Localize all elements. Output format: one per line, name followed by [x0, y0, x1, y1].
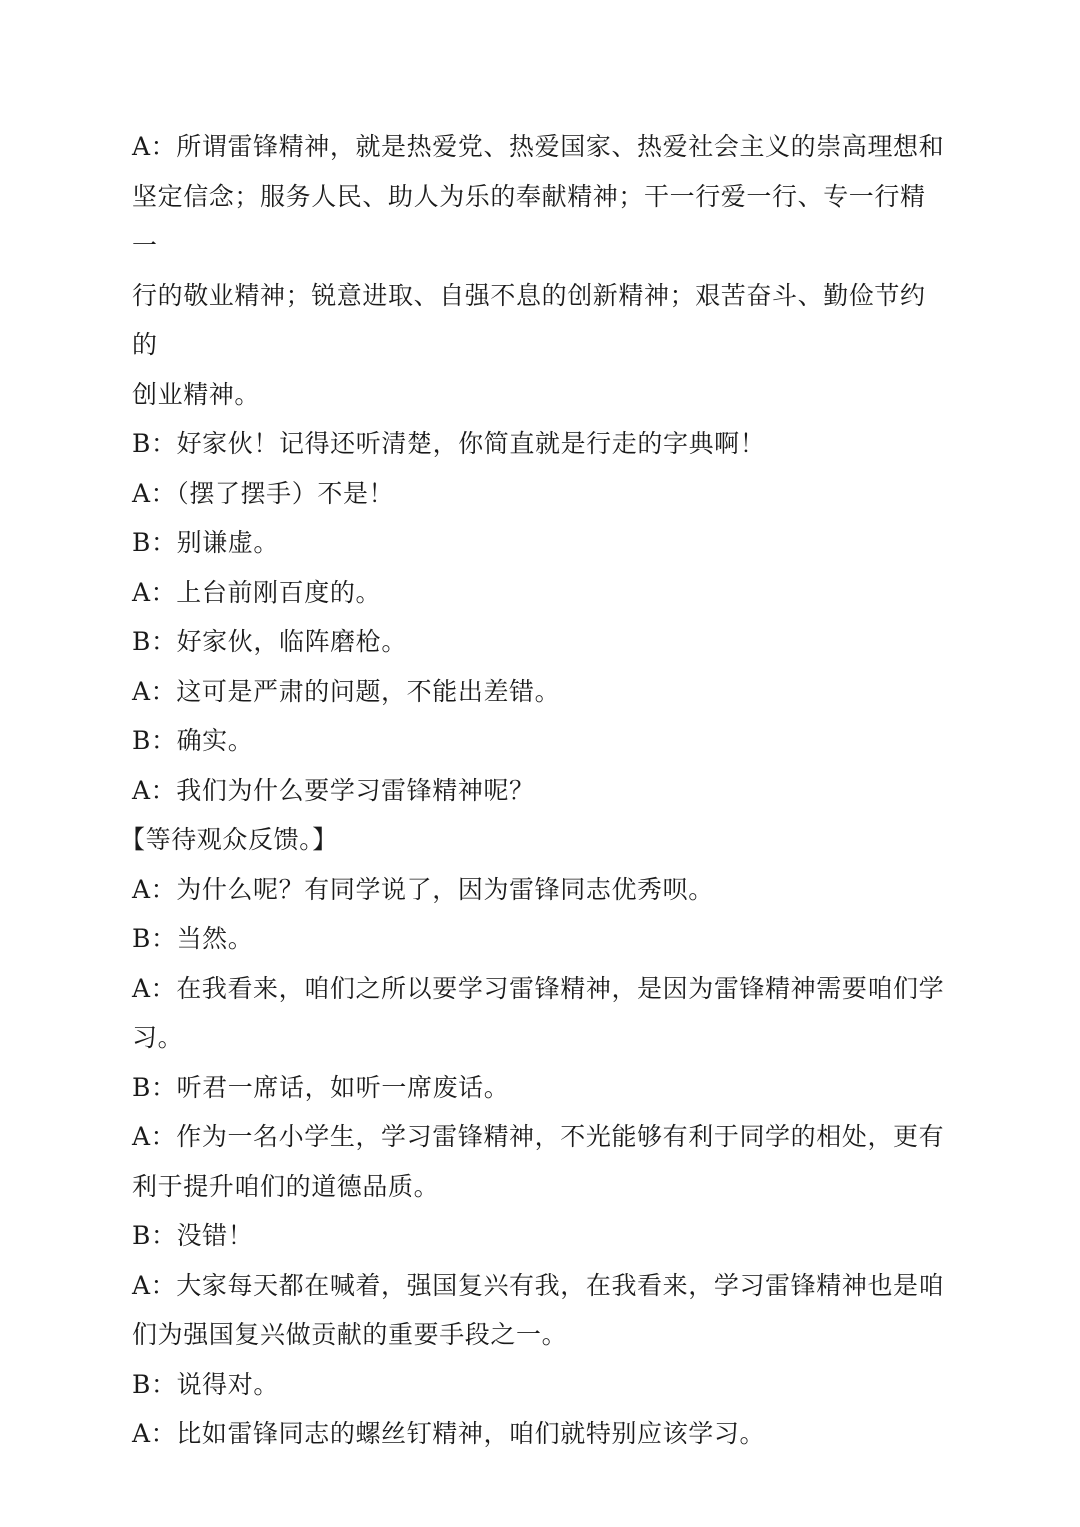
- text-line: B：当然。: [132, 924, 254, 953]
- text-line: A：在我看来，咱们之所以要学习雷锋精神，是因为雷锋精神需要咱们学: [132, 973, 945, 1003]
- text-line: 行的敬业精神；锐意进取、自强不息的创新精神；艰苦奋斗、勤俭节约的: [132, 280, 926, 359]
- text-line: 习。: [132, 1023, 184, 1052]
- text-line: B：说得对。: [132, 1369, 279, 1399]
- text-line: A：上台前刚百度的。: [132, 577, 382, 607]
- stage-direction: 【等待观众反馈。】: [120, 825, 338, 854]
- text-line: A：我们为什么要学习雷锋精神呢？: [132, 775, 535, 805]
- text-line: A：（摆了摆手）不是！: [132, 478, 395, 508]
- text-line: A：所谓雷锋精神，就是热爱党、热爱国家、热爱社会主义的崇高理想和: [132, 132, 945, 161]
- text-line: B：没错！: [132, 1221, 254, 1250]
- text-line: 利于提升咱们的道德品质。: [132, 1171, 440, 1201]
- text-line: A：比如雷锋同志的螺丝钉精神，咱们就特别应该学习。: [132, 1419, 766, 1448]
- text-line: 创业精神。: [132, 379, 261, 409]
- text-line: A：作为一名小学生，学习雷锋精神，不光能够有利于同学的相处，更有: [132, 1122, 945, 1151]
- text-line: 坚定信念；服务人民、助人为乐的奉献精神；干一行爱一行、专一行精一: [132, 181, 926, 260]
- text-line: A：这可是严肃的问题，不能出差错。: [132, 676, 561, 706]
- text-line: B：确实。: [132, 726, 254, 755]
- text-line: B：听君一席话，如听一席废话。: [132, 1072, 510, 1102]
- text-line: B：好家伙！记得还听清楚，你简直就是行走的字典啊！: [132, 429, 766, 458]
- text-line: 们为强国复兴做贡献的重要手段之一。: [132, 1320, 568, 1349]
- text-line: B：别谦虚。: [132, 528, 279, 557]
- text-line: A：为什么呢？有同学说了，因为雷锋同志优秀呗。: [132, 874, 714, 904]
- text-line: B：好家伙，临阵磨枪。: [132, 627, 407, 656]
- text-line: A：大家每天都在喊着，强国复兴有我，在我看来，学习雷锋精神也是咱: [132, 1270, 945, 1300]
